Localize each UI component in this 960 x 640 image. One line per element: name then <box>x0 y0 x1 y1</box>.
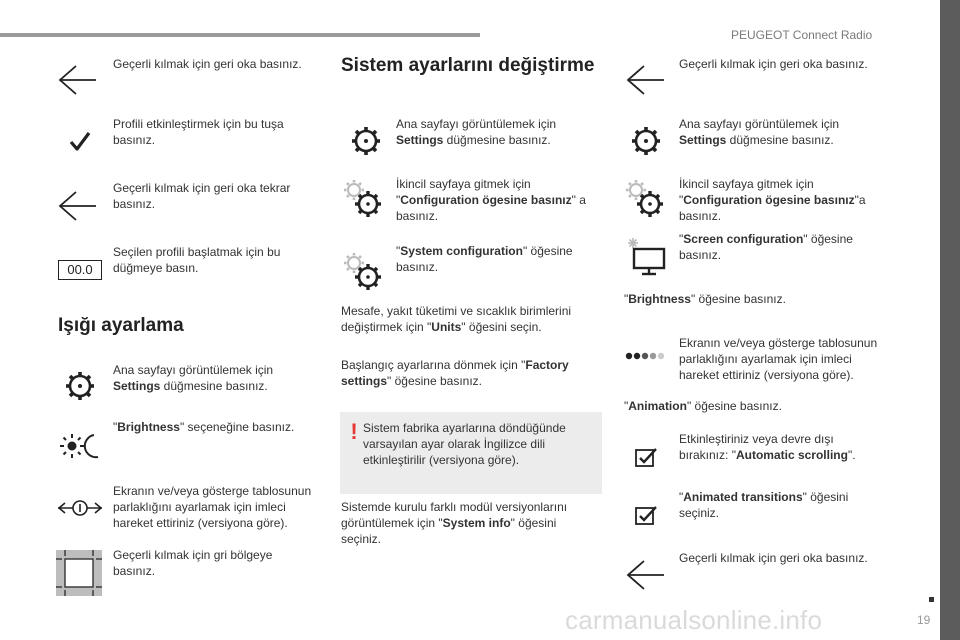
col1-item-1-text: Geçerli kılmak için geri oka basınız. <box>113 57 302 71</box>
col3-autoscroll-text: Etkinleştiriniz veya devre dışı bırakınız: "Automatic scrolling". <box>679 432 856 462</box>
back-arrow-icon <box>56 62 100 98</box>
page-number: 19 <box>917 613 931 627</box>
header-rule <box>0 33 480 37</box>
back-arrow-icon <box>624 557 668 593</box>
grey-zone-icon <box>56 550 102 596</box>
section-title-light: Işığı ayarlama <box>58 315 184 336</box>
col3-back-text: Geçerli kılmak için geri oka basınız. <box>679 551 868 565</box>
header-title: PEUGEOT Connect Radio <box>731 28 873 42</box>
page-side-tab <box>940 0 960 640</box>
screen-configuration-icon <box>624 236 668 276</box>
col2-item-2-text: İkincil sayfaya gitmek için "Configuration ögesine basınız" a basınız. <box>396 177 586 223</box>
col3-item-3-text: İkincil sayfaya gitmek için "Configuration ögesine basınız"a basınız. <box>679 177 866 223</box>
col3-item-2-text: Ana sayfayı görüntülemek için Settings düğmesine basınız. <box>679 117 840 147</box>
section-title-system: Sistem ayarlarını değiştirme <box>341 55 595 76</box>
system-info-paragraph: Sistemde kurulu farklı modül versiyonlarını görüntülemek için "System info" öğesini seçiniz. <box>341 500 568 546</box>
col1-light-2-text: "Brightness" seçeneğine basınız. <box>113 420 295 434</box>
settings-gear-icon <box>630 125 662 157</box>
brightness-icon <box>58 430 102 462</box>
settings-gear-icon <box>350 125 382 157</box>
checkbox-icon <box>634 446 660 468</box>
col3-item-1-text: Geçerli kılmak için geri oka basınız. <box>679 57 868 71</box>
col1-item-2-text: Profili etkinleştirmek için bu tuşa basınız. <box>113 117 284 147</box>
settings-gear-icon <box>64 370 96 402</box>
col1-light-3-text: Ekranın ve/veya gösterge tablosunun parlaklığını ayarlamak için imleci hareket ettiriniz (versiyona göre). <box>113 484 312 530</box>
col1-light-1-text: Ana sayfayı görüntülemek için Settings düğmesine basınız. <box>113 363 274 393</box>
checkbox-icon <box>634 504 660 526</box>
factory-settings-paragraph: Başlangıç ayarlarına dönmek için "Factory settings" öğesine basınız. <box>341 358 569 388</box>
brightness-level-icon <box>624 348 668 364</box>
col1-item-3-text: Geçerli kılmak için geri oka tekrar basınız. <box>113 181 291 211</box>
animation-paragraph: "Animation" öğesine basınız. <box>624 399 782 413</box>
reset-counter-icon: 00.0 <box>58 260 102 280</box>
col3-animated-transitions-text: "Animated transitions" öğesini seçiniz. <box>679 490 849 520</box>
brightness-paragraph: "Brightness" öğesine basınız. <box>624 292 786 306</box>
col3-slider-text: Ekranın ve/veya gösterge tablosunun parlaklığını ayarlamak için imleci hareket ettiriniz (versiyona göre). <box>679 336 878 382</box>
slider-icon <box>56 494 104 522</box>
configuration-gears-icon <box>624 178 666 220</box>
col2-item-1-text: Ana sayfayı görüntülemek için Settings düğmesine basınız. <box>396 117 557 147</box>
page-marker <box>929 597 934 602</box>
warning-icon: ! <box>350 419 358 444</box>
col3-item-4-text: "Screen configuration" öğesine basınız. <box>679 232 853 262</box>
back-arrow-icon <box>624 62 668 98</box>
watermark: carmanualsonline.info <box>565 605 823 635</box>
col1-item-4-text: Seçilen profili başlatmak için bu düğmeye basın. <box>113 245 281 275</box>
col2-item-3-text: "System configuration" öğesine basınız. <box>396 244 573 274</box>
col1-light-4-text: Geçerli kılmak için gri bölgeye basınız. <box>113 548 273 578</box>
units-paragraph: Mesafe, yakıt tüketimi ve sıcaklık birimlerini değiştirmek için "Units" öğesini seçin. <box>341 304 572 334</box>
checkmark-icon <box>66 127 94 155</box>
configuration-gears-icon <box>342 251 384 293</box>
configuration-gears-icon <box>342 178 384 220</box>
warning-text: Sistem fabrika ayarlarına döndüğünde varsayılan ayar olarak İngilizce dili etkinleştirilir (versiyona göre). <box>363 421 566 467</box>
back-arrow-icon <box>56 188 100 224</box>
